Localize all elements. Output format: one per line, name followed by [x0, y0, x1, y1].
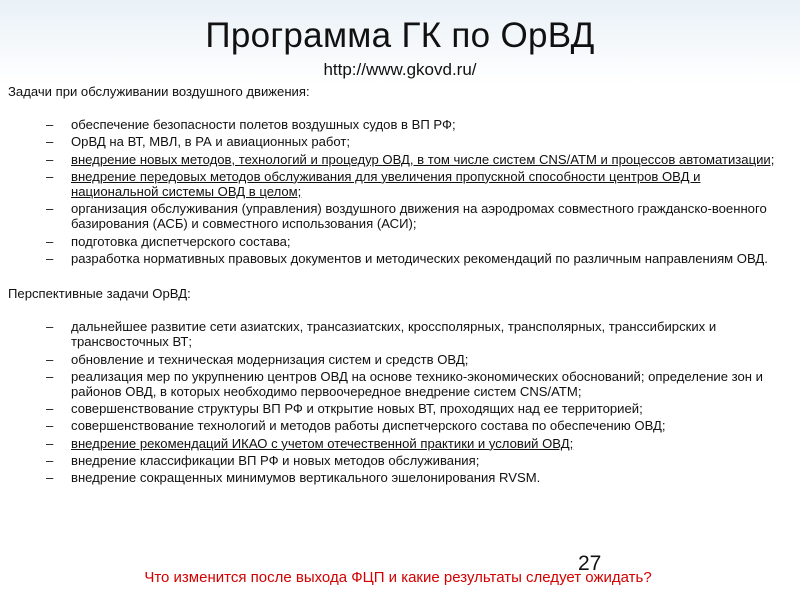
list-item: – организация обслуживания (управления) воздушного движения на аэродромах совместного гражданско-военного базирования (АСБ) и совместного использования (АСИ);	[8, 201, 788, 231]
list-item: – внедрение новых методов, технологий и процедур ОВД, в том числе систем CNS/ATM и процессов автоматизации;	[8, 152, 788, 167]
list-item: – реализация мер по укрупнению центров ОВД на основе технико-экономических обоснований; определение зон и районов ОВД, в которых необходимо первоочередное внедрение систем CNS/ATM;	[8, 369, 788, 399]
list-item: – ОрВД на ВТ, МВЛ, в РА и авиационных работ;	[8, 134, 788, 149]
list-item: – совершенствование структуры ВП РФ и открытие новых ВТ, проходящих над ее территорией;	[8, 401, 788, 416]
list-item: – обеспечение безопасности полетов воздушных судов в ВП РФ;	[8, 117, 788, 132]
list-item: – разработка нормативных правовых документов и методических рекомендаций по различным направлениям ОВД.	[8, 251, 788, 266]
list-item: – внедрение передовых методов обслуживания для увеличения пропускной способности центров ОВД и национальной системы ОВД в целом;	[8, 169, 788, 199]
list-item: – внедрение сокращенных минимумов вертикального эшелонирования RVSM.	[8, 470, 788, 485]
list-item: – обновление и техническая модернизация систем и средств ОВД;	[8, 352, 788, 367]
list-item: – совершенствование технологий и методов работы диспетчерского состава по обеспечению ОВД;	[8, 418, 788, 433]
list-item: – дальнейшее развитие сети азиатских, трансазиатских, кроссполярных, трансполярных, транссибирских и трансвосточных ВТ;	[8, 319, 788, 349]
list-item: – внедрение классификации ВП РФ и новых методов обслуживания;	[8, 453, 788, 468]
list-item: – подготовка диспетчерского состава;	[8, 234, 788, 249]
slide-body	[8, 84, 788, 487]
section-heading-future-tasks: Перспективные задачи ОрВД:	[8, 286, 191, 302]
future-tasks-list	[8, 319, 788, 485]
slide-title: Программа ГК по ОрВД	[205, 16, 595, 55]
section-heading-current-tasks: Задачи при обслуживании воздушного движения:	[8, 84, 310, 99]
current-tasks-list	[8, 117, 788, 266]
website-url[interactable]: http://www.gkovd.ru/	[323, 60, 477, 79]
list-item: – внедрение рекомендаций ИКАО с учетом отечественной практики и условий ОВД;	[8, 436, 788, 451]
closing-question: Что изменится после выхода ФЦП и какие результаты следует ожидать?	[144, 569, 652, 586]
page-number: 27	[578, 552, 602, 575]
